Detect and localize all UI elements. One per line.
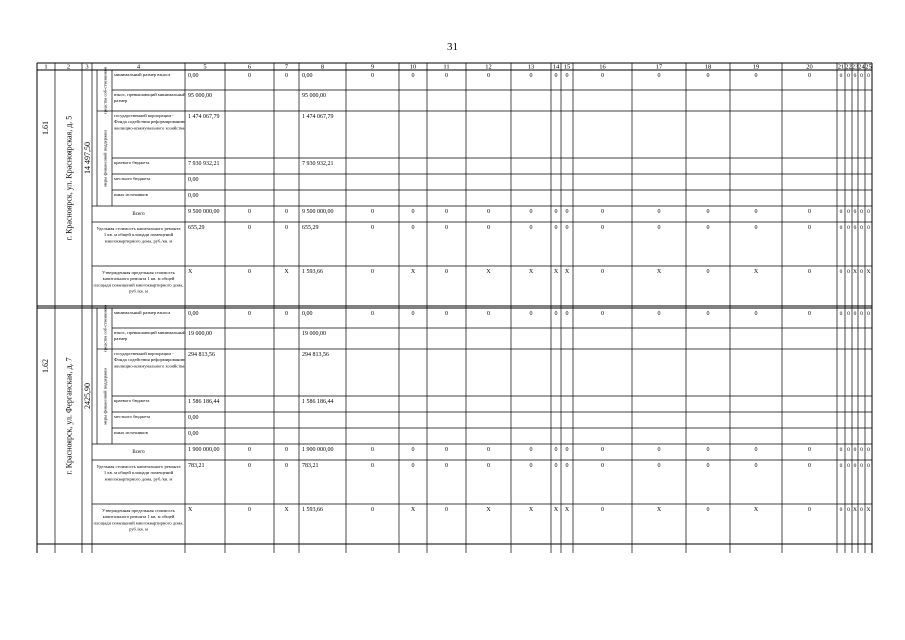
cell-value: 0 — [411, 225, 415, 231]
cell-value: 0 — [445, 463, 448, 469]
row-label: жилищно-коммунального хозяйства — [114, 363, 185, 369]
cell-value: 0 — [847, 507, 850, 513]
cell-value: 0 — [754, 311, 758, 317]
cell-value: 0 — [867, 73, 870, 79]
cell-value: 0 — [601, 209, 604, 215]
cell-value: 0 — [808, 209, 811, 215]
cell-value: 0 — [248, 209, 251, 215]
cell-value: 0 — [285, 311, 288, 317]
cell-value: 0 — [754, 209, 758, 215]
row-label: руб./кв. м — [129, 526, 148, 532]
cell-value: X — [486, 507, 491, 513]
cell-value: 95 000,00 — [302, 93, 326, 99]
row-label: многоквартирного дома, руб./кв. м — [104, 238, 173, 244]
row-label: иных источников — [114, 430, 148, 435]
cell-value: X — [188, 507, 193, 513]
cell-value: 0 — [554, 225, 558, 231]
cell-value: X — [866, 269, 871, 275]
cell-value: 0 — [706, 507, 710, 513]
cell-value: 0 — [565, 447, 569, 453]
cell-value: X — [188, 269, 193, 275]
cell-value: 0 — [371, 269, 374, 275]
cell-value: 0 — [860, 269, 863, 275]
block-number: 1.62 — [41, 359, 50, 373]
cell-value: 0 — [754, 225, 758, 231]
cell-value: 0 — [867, 225, 870, 231]
cell-value: 0 — [853, 209, 857, 215]
cell-value: 0 — [565, 463, 569, 469]
row-label: государственной корпорации - — [114, 113, 174, 118]
row-label: капитального ремонта 1 кв. м общей — [102, 514, 175, 520]
cell-value: 0 — [371, 507, 374, 513]
column-number: 8 — [320, 63, 325, 71]
cell-value: 0 — [554, 463, 558, 469]
cell-value: 0 — [601, 507, 604, 513]
cell-value: 0 — [248, 73, 251, 79]
cell-value: 0 — [839, 311, 843, 317]
cell-value: 1 593,66 — [302, 269, 323, 275]
cell-value: 0 — [554, 447, 558, 453]
cell-value: 0 — [839, 225, 843, 231]
cell-value: 0 — [706, 225, 710, 231]
cell-value: 0,00 — [188, 415, 199, 421]
row-label: Фонда содействия реформированию — [114, 119, 186, 125]
column-number: 15 — [563, 63, 571, 71]
cell-value: 0 — [706, 269, 710, 275]
cell-value: 0 — [847, 447, 850, 453]
cell-value: 0 — [411, 209, 415, 215]
cell-value: 0 — [867, 447, 870, 453]
cell-value: 0 — [808, 269, 811, 275]
cell-value: X — [410, 507, 416, 513]
cell-value: 655,29 — [302, 225, 319, 231]
cell-value: 0 — [847, 269, 850, 275]
group-label-support: меры финансовой поддержки — [102, 130, 108, 187]
cell-value: 19 000,00 — [188, 331, 212, 337]
cell-value: 0 — [248, 225, 251, 231]
cell-value: 0,00 — [302, 73, 313, 79]
cell-value: X — [553, 269, 559, 275]
cell-value: 0 — [248, 447, 251, 453]
row-label: взнос, превышающий минимальный — [114, 92, 186, 97]
column-number: 11 — [443, 63, 450, 71]
cell-value: 0 — [847, 209, 850, 215]
cell-value: 0 — [554, 209, 558, 215]
cell-value: 294 813,56 — [188, 352, 215, 358]
cell-value: 0 — [371, 463, 374, 469]
group-label-owners: средства соб-ственников — [102, 304, 108, 353]
row-label: минимальный размер взноса — [114, 72, 171, 77]
cell-value: 0 — [445, 269, 448, 275]
row-label: площади помещений многоквартирного дома, — [93, 282, 184, 288]
cell-value: X — [528, 269, 534, 275]
cell-value: 0 — [411, 463, 415, 469]
cell-value: 0 — [808, 507, 811, 513]
row-label: Удельная стоимость капитального ремонта — [96, 464, 181, 469]
cell-value: 0 — [839, 463, 843, 469]
cell-value: 0 — [657, 225, 661, 231]
cell-value: 0 — [529, 73, 533, 79]
row-label: Утвержденная предельная стоимость — [102, 270, 175, 275]
block-number: 1.61 — [41, 121, 50, 135]
row-label: Удельная стоимость капитального ремонта — [96, 226, 181, 231]
column-number: 6 — [247, 63, 252, 71]
cell-value: 0 — [847, 311, 850, 317]
column-number: 14 — [552, 63, 560, 71]
column-number: 17 — [655, 63, 663, 71]
cell-value: 19 000,00 — [302, 331, 326, 337]
cell-value: 0 — [657, 209, 661, 215]
row-label: Утвержденная предельная стоимость — [102, 508, 175, 513]
cell-value: 0 — [860, 209, 863, 215]
row-label: государственной корпорации - — [114, 351, 174, 356]
cell-value: 0 — [839, 73, 843, 79]
cell-value: 0 — [371, 73, 374, 79]
cell-value: 0 — [860, 311, 863, 317]
cell-value: 294 813,56 — [302, 352, 329, 358]
row-label: краевого бюджета — [114, 160, 150, 165]
cell-value: 0 — [554, 311, 558, 317]
cell-value: 0,00 — [188, 311, 199, 317]
column-number: 20 — [806, 63, 813, 71]
cell-value: X — [656, 507, 662, 513]
cell-value: 0 — [853, 447, 857, 453]
row-label: Фонда содействия реформированию — [114, 357, 186, 363]
cell-value: X — [753, 269, 759, 275]
row-label: площади помещений многоквартирного дома, — [93, 520, 184, 526]
cell-value: 0 — [754, 447, 758, 453]
cell-value: 0 — [860, 447, 863, 453]
cell-value: 0 — [285, 447, 288, 453]
cell-value: 0 — [808, 225, 811, 231]
cell-value: 0,00 — [188, 193, 199, 199]
cell-value: 0 — [529, 225, 533, 231]
cell-value: 0 — [754, 73, 758, 79]
row-label: многоквартирного дома, руб./кв. м — [104, 476, 173, 482]
column-number: 1 — [44, 63, 48, 71]
cell-value: 0 — [487, 463, 490, 469]
cell-value: 0 — [487, 73, 490, 79]
cell-value: X — [564, 269, 570, 275]
cell-value: 0 — [411, 73, 415, 79]
row-label: размер — [114, 336, 128, 342]
cell-value: 0 — [601, 225, 604, 231]
cell-value: 0 — [808, 311, 811, 317]
cell-value: 0 — [706, 73, 710, 79]
cell-value: 0 — [248, 311, 251, 317]
row-label: краевого бюджета — [114, 398, 150, 403]
cell-value: 0 — [248, 269, 251, 275]
cell-value: 0 — [847, 463, 850, 469]
cell-value: 0 — [601, 73, 604, 79]
cell-value: 0 — [445, 225, 448, 231]
row-label: местного бюджета — [114, 176, 151, 181]
cell-value: 0,00 — [188, 73, 199, 79]
cell-value: 7 930 932,21 — [302, 161, 334, 167]
cell-value: 0 — [487, 209, 490, 215]
cell-value: X — [486, 269, 491, 275]
column-number: 25 — [865, 63, 872, 71]
column-number: 12 — [485, 63, 492, 71]
row-label: 1 кв. м общей площади помещений — [103, 470, 174, 476]
cell-value: 0 — [601, 463, 604, 469]
cell-value: X — [656, 269, 662, 275]
cell-value: 0 — [860, 463, 863, 469]
cell-value: 0 — [839, 507, 843, 513]
column-number: 21 — [837, 63, 845, 71]
cell-value: 655,29 — [188, 225, 205, 231]
cell-value: 783,21 — [188, 463, 205, 469]
cell-value: 0 — [285, 225, 288, 231]
cell-value: 0 — [867, 209, 870, 215]
cell-value: 0 — [565, 311, 569, 317]
column-number: 19 — [752, 63, 760, 71]
cell-value: 0 — [601, 447, 604, 453]
cell-value: 0 — [808, 447, 811, 453]
cell-value: X — [284, 269, 289, 275]
row-label-total: Всего — [132, 212, 145, 217]
cell-value: 0 — [371, 311, 374, 317]
cell-value: 0 — [754, 463, 758, 469]
cell-value: 0 — [285, 463, 288, 469]
row-label-total: Всего — [132, 450, 145, 455]
cell-value: 95 000,00 — [188, 93, 212, 99]
cell-value: 0 — [411, 447, 415, 453]
cell-value: 0 — [285, 209, 288, 215]
cell-value: 0 — [529, 447, 533, 453]
group-label-owners: средства соб-ственников — [102, 66, 108, 115]
cell-value: 0 — [565, 225, 569, 231]
row-label: руб./кв. м — [129, 288, 148, 294]
group-label-support: меры финансовой поддержки — [102, 368, 108, 425]
cell-value: 1 474 067,79 — [188, 114, 220, 120]
cell-value: 1 474 067,79 — [302, 114, 334, 120]
cell-value: 0 — [867, 463, 870, 469]
cell-value: 1 586 186,44 — [188, 399, 220, 405]
cell-value: X — [753, 507, 759, 513]
cell-value: X — [853, 507, 857, 513]
cell-value: 0 — [860, 225, 863, 231]
cell-value: 0 — [371, 225, 374, 231]
block-address: г. Красноярск, ул. Красноярская, д. 5 — [64, 115, 74, 241]
cell-value: 0 — [657, 73, 661, 79]
cell-value: 0 — [867, 311, 870, 317]
row-label: размер — [114, 98, 128, 104]
cell-value: 0 — [411, 311, 415, 317]
column-number: 7 — [284, 63, 289, 71]
cell-value: 0 — [860, 507, 863, 513]
cell-value: 0 — [487, 225, 490, 231]
cell-value: 0 — [706, 311, 710, 317]
block-area: 2425,90 — [83, 383, 92, 409]
column-number: 13 — [527, 63, 535, 71]
page-number: 31 — [447, 41, 458, 53]
cell-value: 0 — [860, 73, 863, 79]
cell-value: 0 — [657, 447, 661, 453]
cell-value: 0 — [285, 73, 288, 79]
cell-value: 9 500 000,00 — [188, 209, 220, 215]
row-label: жилищно-коммунального хозяйства — [114, 125, 185, 131]
cell-value: 0 — [445, 311, 448, 317]
cell-value: 0 — [839, 269, 843, 275]
cell-value: 7 930 932,21 — [188, 161, 220, 167]
column-number: 9 — [370, 63, 375, 71]
cell-value: 0,00 — [302, 311, 313, 317]
column-number: 5 — [203, 63, 207, 71]
cell-value: 0 — [487, 311, 490, 317]
row-label: минимальный размер взноса — [114, 310, 171, 315]
column-number: 10 — [409, 63, 417, 71]
cell-value: 0 — [529, 209, 533, 215]
block-address: г. Красноярск, ул. Ферганская, д. 7 — [64, 357, 74, 475]
column-number: 2 — [66, 63, 71, 71]
cell-value: 0 — [853, 311, 857, 317]
cell-value: 0 — [839, 209, 843, 215]
column-number: 4 — [136, 63, 141, 71]
cell-value: 9 500 000,00 — [302, 209, 334, 215]
column-number: 23 — [851, 63, 859, 71]
cell-value: 0 — [808, 463, 811, 469]
cell-value: 0 — [445, 447, 448, 453]
cell-value: 0 — [565, 73, 569, 79]
cell-value: 0 — [853, 463, 857, 469]
cell-value: X — [564, 507, 570, 513]
cell-value: 0 — [847, 225, 850, 231]
cell-value: 0 — [847, 73, 850, 79]
row-label: местного бюджета — [114, 414, 151, 419]
cell-value: 0 — [808, 73, 811, 79]
cell-value: 1 593,66 — [302, 507, 323, 513]
cell-value: 0 — [853, 73, 857, 79]
cell-value: 0 — [487, 447, 490, 453]
row-label: 1 кв. м общей площади помещений — [103, 232, 174, 238]
cell-value: X — [866, 507, 871, 513]
cell-value: 0 — [853, 225, 857, 231]
cell-value: 0 — [529, 463, 533, 469]
cell-value: 0 — [445, 507, 448, 513]
cell-value: 1 900 000,00 — [188, 447, 220, 453]
cell-value: 783,21 — [302, 463, 319, 469]
cell-value: X — [410, 269, 416, 275]
cell-value: X — [284, 507, 289, 513]
cell-value: X — [528, 507, 534, 513]
cell-value: 1 900 000,00 — [302, 447, 334, 453]
cell-value: 0 — [601, 269, 604, 275]
column-number: 3 — [85, 63, 89, 71]
cell-value: 0 — [565, 209, 569, 215]
row-label: капитального ремонта 1 кв. м общей — [102, 276, 175, 282]
cell-value: 0 — [445, 73, 448, 79]
cell-value: 0 — [529, 311, 533, 317]
cell-value: 0 — [554, 73, 558, 79]
cell-value: 0,00 — [188, 431, 199, 437]
column-number: 18 — [704, 63, 712, 71]
cell-value: X — [853, 269, 857, 275]
cell-value: 0 — [371, 447, 374, 453]
row-label: взнос, превышающий минимальный — [114, 330, 186, 335]
cell-value: 0 — [657, 463, 661, 469]
cell-value: 0 — [706, 447, 710, 453]
block-area: 14 497,50 — [83, 142, 92, 174]
column-number: 22 — [845, 63, 852, 71]
row-label: иных источников — [114, 192, 148, 197]
cell-value: 0 — [839, 447, 843, 453]
cell-value: 0 — [445, 209, 448, 215]
cell-value: 0 — [248, 463, 251, 469]
column-number: 24 — [858, 63, 865, 71]
cell-value: 0 — [248, 507, 251, 513]
cell-value: 0 — [706, 209, 710, 215]
cell-value: 0 — [601, 311, 604, 317]
cell-value: 1 586 186,44 — [302, 399, 334, 405]
cell-value: 0 — [657, 311, 661, 317]
cell-value: X — [553, 507, 559, 513]
cell-value: 0,00 — [188, 177, 199, 183]
cell-value: 0 — [371, 209, 374, 215]
column-number: 16 — [599, 63, 606, 71]
cell-value: 0 — [706, 463, 710, 469]
